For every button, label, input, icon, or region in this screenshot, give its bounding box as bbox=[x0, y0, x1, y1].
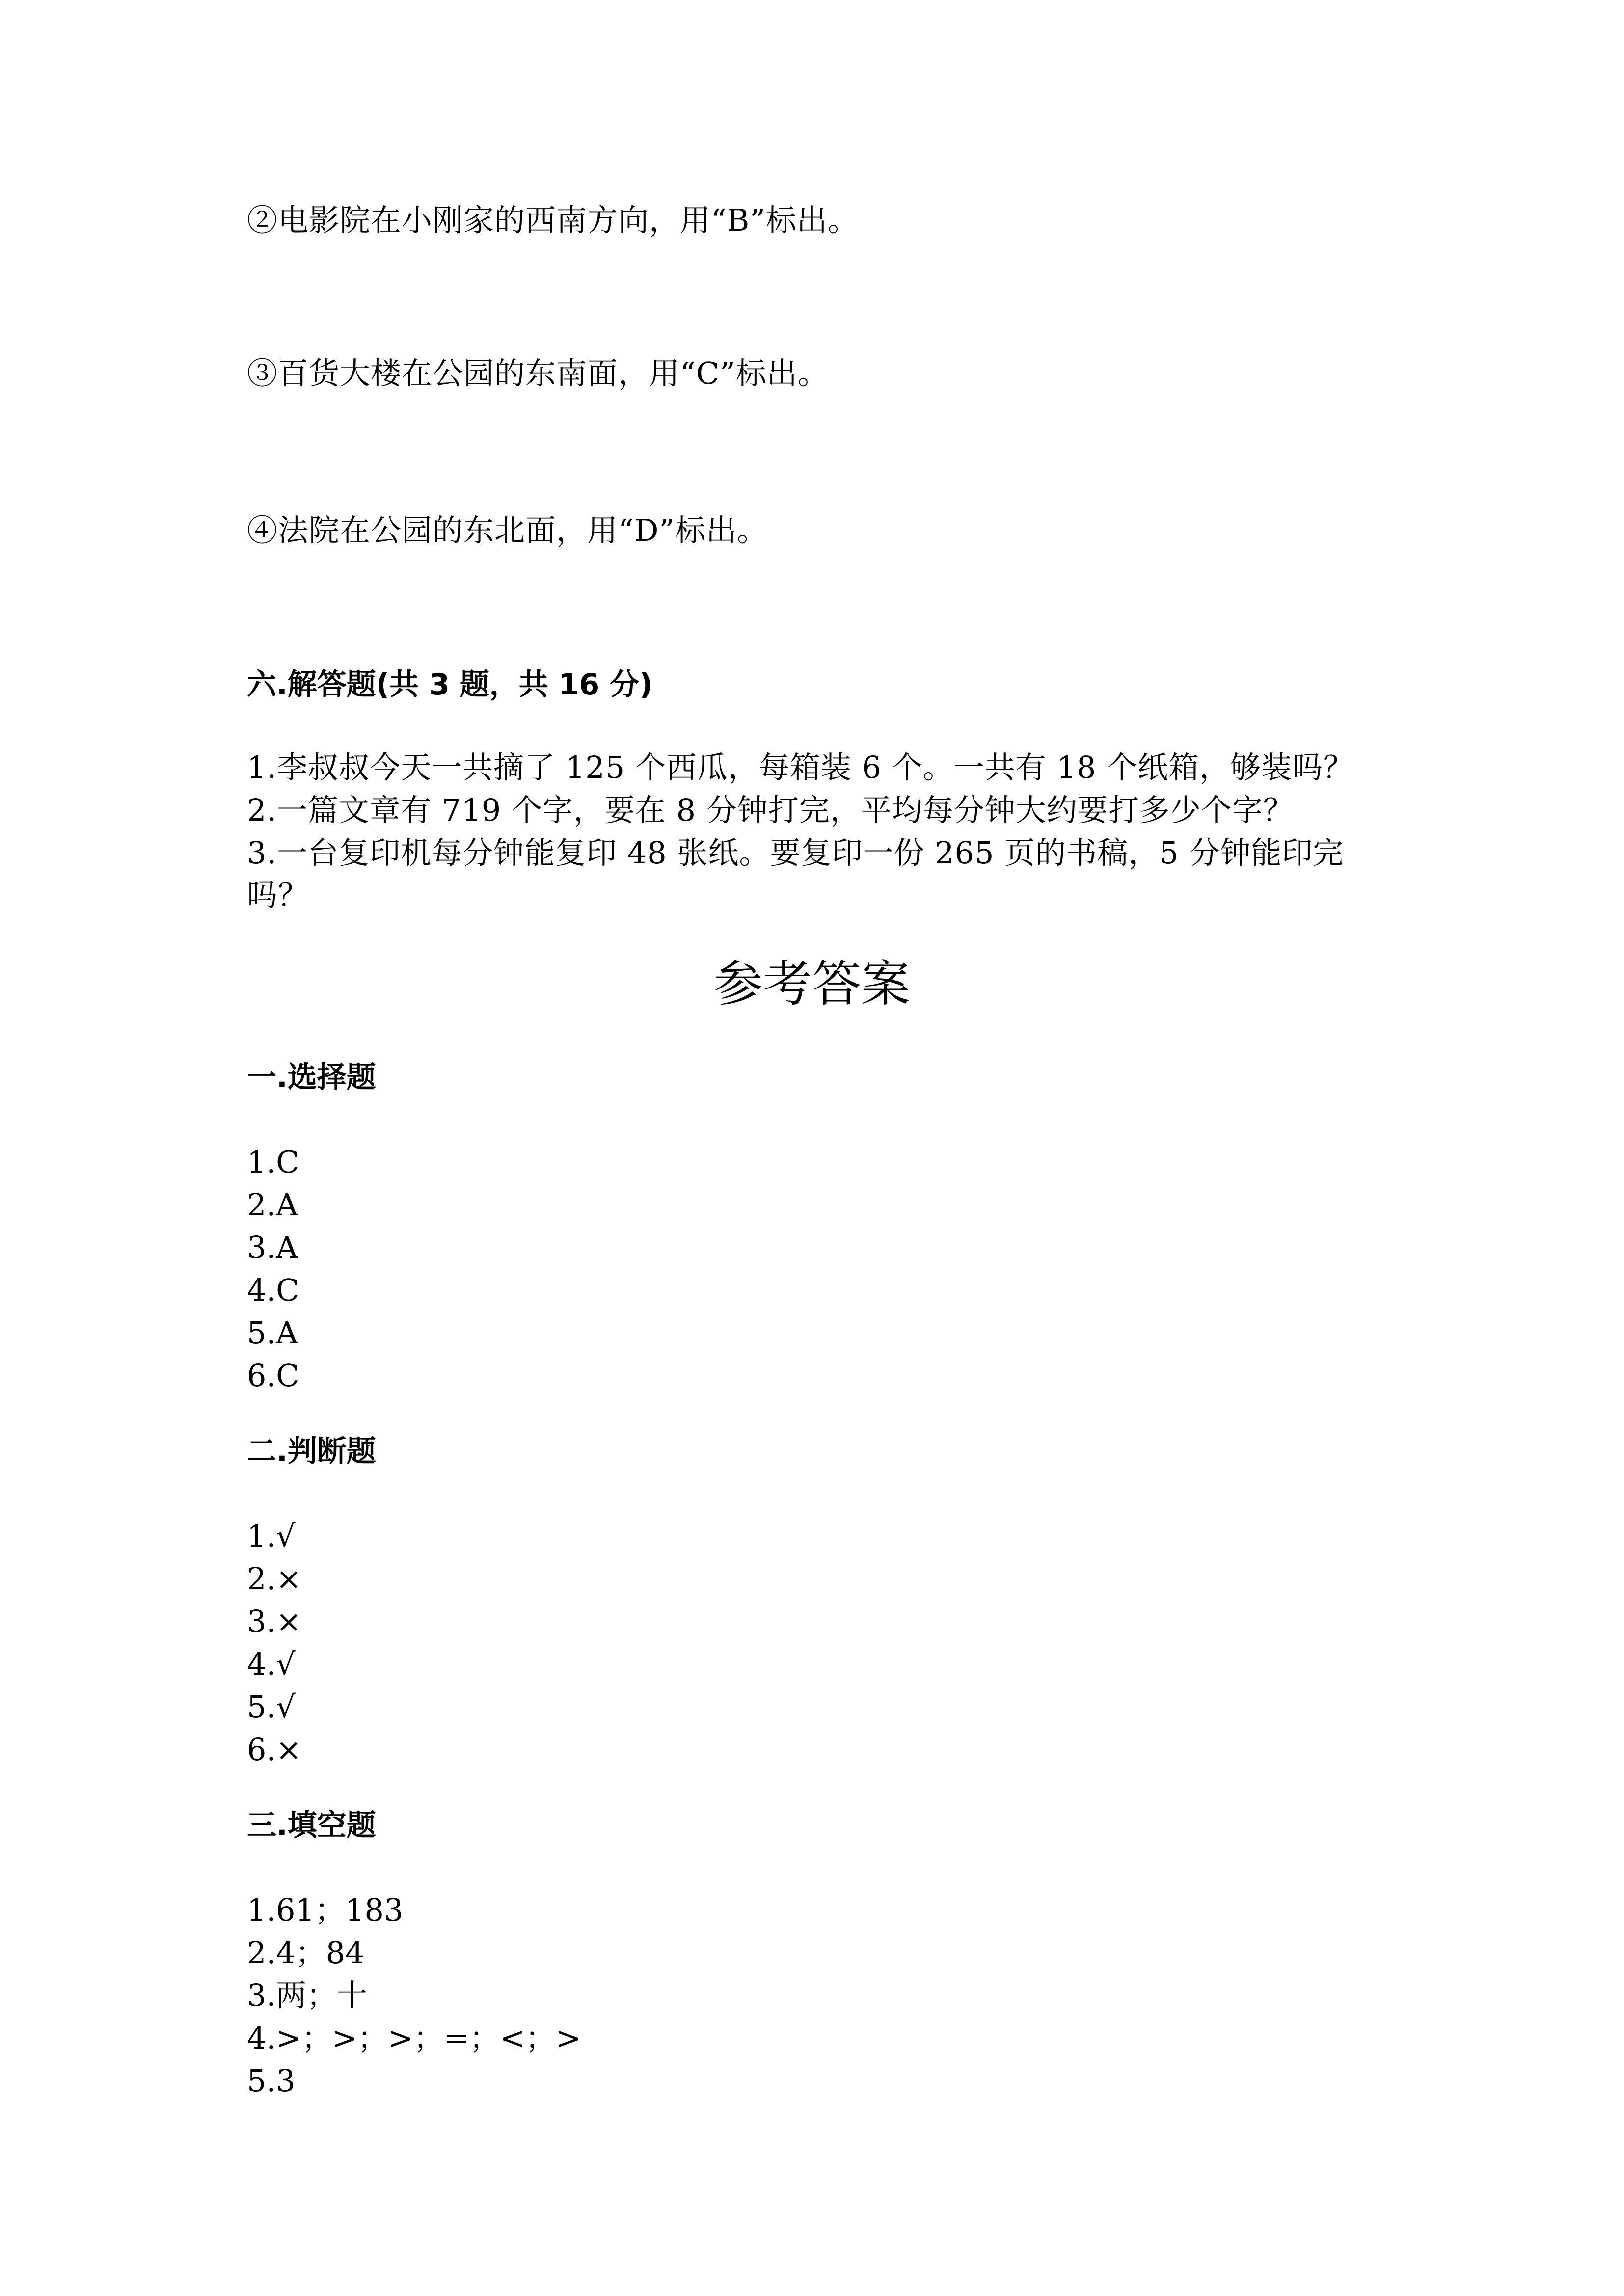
fill-answer: 3.两；十 bbox=[247, 1977, 368, 2013]
choice-answer: 1.C bbox=[247, 1144, 299, 1180]
choice-answer: 3.A bbox=[247, 1229, 298, 1265]
question-2: 2.一篇文章有 719 个字，要在 8 分钟打完，平均每分钟大约要打多少个字？ bbox=[247, 792, 1294, 828]
choice-answer: 2.A bbox=[247, 1187, 298, 1223]
question-3-line-1: 3.一台复印机每分钟能复印 48 张纸。要复印一份 265 页的书稿，5 分钟能印完 bbox=[247, 835, 1344, 871]
choice-answer: 5.A bbox=[247, 1315, 298, 1351]
judge-answer: 4.√ bbox=[247, 1646, 296, 1682]
judge-heading: 二.判断题 bbox=[247, 1434, 376, 1468]
question-1: 1.李叔叔今天一共摘了 125 个西瓜，每箱装 6 个。一共有 18 个纸箱，够装吗？ bbox=[247, 749, 1354, 785]
fill-heading: 三.填空题 bbox=[247, 1808, 376, 1842]
judge-answer: 3.× bbox=[247, 1603, 302, 1639]
fill-answer: 1.61；183 bbox=[247, 1892, 404, 1928]
judge-answer: 6.× bbox=[247, 1732, 302, 1767]
choice-answer: 6.C bbox=[247, 1358, 299, 1393]
judge-answer: 5.√ bbox=[247, 1689, 296, 1725]
choice-heading: 一.选择题 bbox=[247, 1060, 376, 1095]
judge-answer: 1.√ bbox=[247, 1518, 296, 1554]
fill-answer: 5.3 bbox=[247, 2063, 296, 2099]
fill-answer: 2.4；84 bbox=[247, 1935, 365, 1971]
map-task-item-3: ③百货大楼在公园的东南面，用“C”标出。 bbox=[247, 355, 829, 391]
map-task-item-4: ④法院在公园的东北面，用“D”标出。 bbox=[247, 512, 768, 548]
section-6-heading: 六.解答题(共 3 题，共 16 分) bbox=[247, 667, 653, 702]
fill-answer: 4.>；>；>；=；<；> bbox=[247, 2020, 581, 2056]
judge-answer: 2.× bbox=[247, 1561, 302, 1597]
map-task-item-2: ②电影院在小刚家的西南方向，用“B”标出。 bbox=[247, 202, 859, 238]
question-3-line-2: 吗？ bbox=[247, 877, 309, 913]
answers-title: 参考答案 bbox=[714, 955, 910, 1013]
choice-answer: 4.C bbox=[247, 1272, 299, 1308]
